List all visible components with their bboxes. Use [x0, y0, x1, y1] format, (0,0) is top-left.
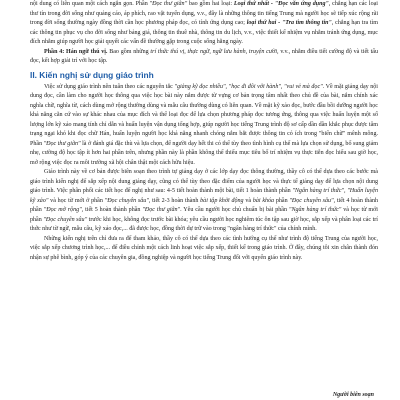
- author-signature: Người biên soạn: [332, 392, 374, 398]
- paragraph-part-4: Phần 4: Hán ngữ thú vị. Bao gồm những trí thức thú vị, thực ngữ, ngữ lưu hành, truyện cười, v.v., nhằm điều tiết cường độ và tiết tấu đọc, kết hợp giải trí với học tập.: [30, 48, 378, 64]
- paragraph-reading-relax: nội dung có liên quan một cách ngắn gọn. Phần "Đọc thư giãn" bao gồm hai loại: Loại thứ nhất - "Đọc văn ứng dụng", chẳng hạn các loại thư tín trong đời sống như quảng cáo, áp phích, rao vặt tuyển dụng, v.v., đây là những thông tin tiếng Trung mà người học sẽ tiếp xúc rộng rãi trong đời sống thường ngày đồng thời cần học phương pháp đọc, có tính ứng dụng cao; loại thứ hai - "Tra tìm thông tin", chẳng hạn tra tìm các thông tin phục vụ cho đời sống như bảng giá, thông tin thuê nhà, thông tin du lịch, v.v., việc thiết kế nhiệm vụ nhằm tránh ứng dụng, mục đích nhằm giúp người học giải quyết các vấn đề thường gặp trong cuộc sống hằng ngày.: [30, 1, 378, 45]
- section-heading: II. Kiến nghị sử dụng giáo trình: [30, 69, 154, 80]
- paragraph-lesson-plan: Giáo trình này về cơ bản được biên soạn theo trình tự giảng dạy ở các lớp dạy đọc thông thường, thầy cô có thể dựa theo các bước mà giáo trình kiến nghị để sắp xếp nội dung giảng dạy, cũng có thể tùy theo đặc điểm của người học và thực tế giảng dạy để lựa chọn nội dung giáo trình. Việc phân phối các tiết học để nghị như sau: 4-5 tiết hoàn thành một bài, tiết 1 hoàn thành phần "Ngân hàng trí thức", "Huấn luyện kỹ xảo" và học từ mới ở phần "Đọc chuyên sâu", tiết 2-3 hoàn thành bài tập khởi động và bài khóa phần "Đọc chuyên sâu", tiết 4 hoàn thành phần "Đọc mở rộng", tiết 5 hoàn thành phần "Đọc thư giãn". Yêu cầu người học chủ chuẩn bị bài phần "Ngân hàng trí thức" và học từ mới phần "Đọc chuyên sâu" trước khi học, không đọc trước bài khóa; yêu cầu người học nghiêm túc ôn tập sau giờ học, sắp xếp và phân loại các trí thức như từ ngữ, mẫu câu, kỹ xảo đọc,... đã được học, đồng thời dự trữ vào trong "ngân hàng trí thức" của chính mình.: [30, 169, 379, 232]
- paragraph-principles: Việc sử dụng giáo trình nên tuân theo các nguyên tắc "giảng kỹ đọc nhiều", "học đi đôi với hành", "vui vẻ mà đọc". Về mặt giảng dạy nội dung đọc, cần làm cho người học thông qua việc học bài này nắm được từ vựng cơ bản trọng tâm nhất theo chủ đề của bài, nắm chính xác nghĩa chữ, nghĩa từ, cách dùng mở rộng thường dùng và mẫu câu thường dùng có liên quan. Về mặt kỹ xảo đọc, bước đầu bồi dưỡng người học khả năng căn cứ vào sự khác nhau của mục đích và thể loại đọc để lựa chọn phương pháp đọc tương ứng, thông qua việc huấn luyện một số lượng lớn kỹ xảo mang tính chỉ dẫn và huấn luyện vận dụng tổng hợp, giúp người học tiếng Trung trình độ sơ cấp dần dần khắc phục được tâm trạng ngại khó khi đọc chữ Hán, huấn luyện người học khả năng nhanh chóng nắm bắt được thông tin có ích trong "biển chữ" mênh mông. Phần "Đọc thư giãn" là ở đánh giá đặc thù và lựa chọn, để người dạy hết thi có thể tùy theo tình hình cụ thể mà lựa chọn sử dụng, bổ sung giảm nhẹ, cường độ học tập ít hơn hai phần trên, nhưng phần này là phần không thể thiếu mục tiêu bố trí nhiệm vụ thực tiễn đọc hiểu sau giờ học, mở rộng việc đọc ra môi trường xã hội chân thật một cách hữu hiệu.: [30, 83, 379, 166]
- paragraph-closing: Những kiến nghị trên chỉ đưa ra để tham khảo, thầy cô có thể dựa theo các tình hướng cụ thể như trình độ tiếng Trung của người học, việc sắp xếp chương trình học,... để điều chỉnh một cách linh hoạt việc sắp xếp, thiết kế trong giáo trình. Ở đây, chúng tôi xin chân thành đón nhận sự phê bình, góp ý của các chuyên gia, đồng nghiệp và người học tiếng Trung đối với quyển giáo trình này.: [30, 235, 378, 261]
